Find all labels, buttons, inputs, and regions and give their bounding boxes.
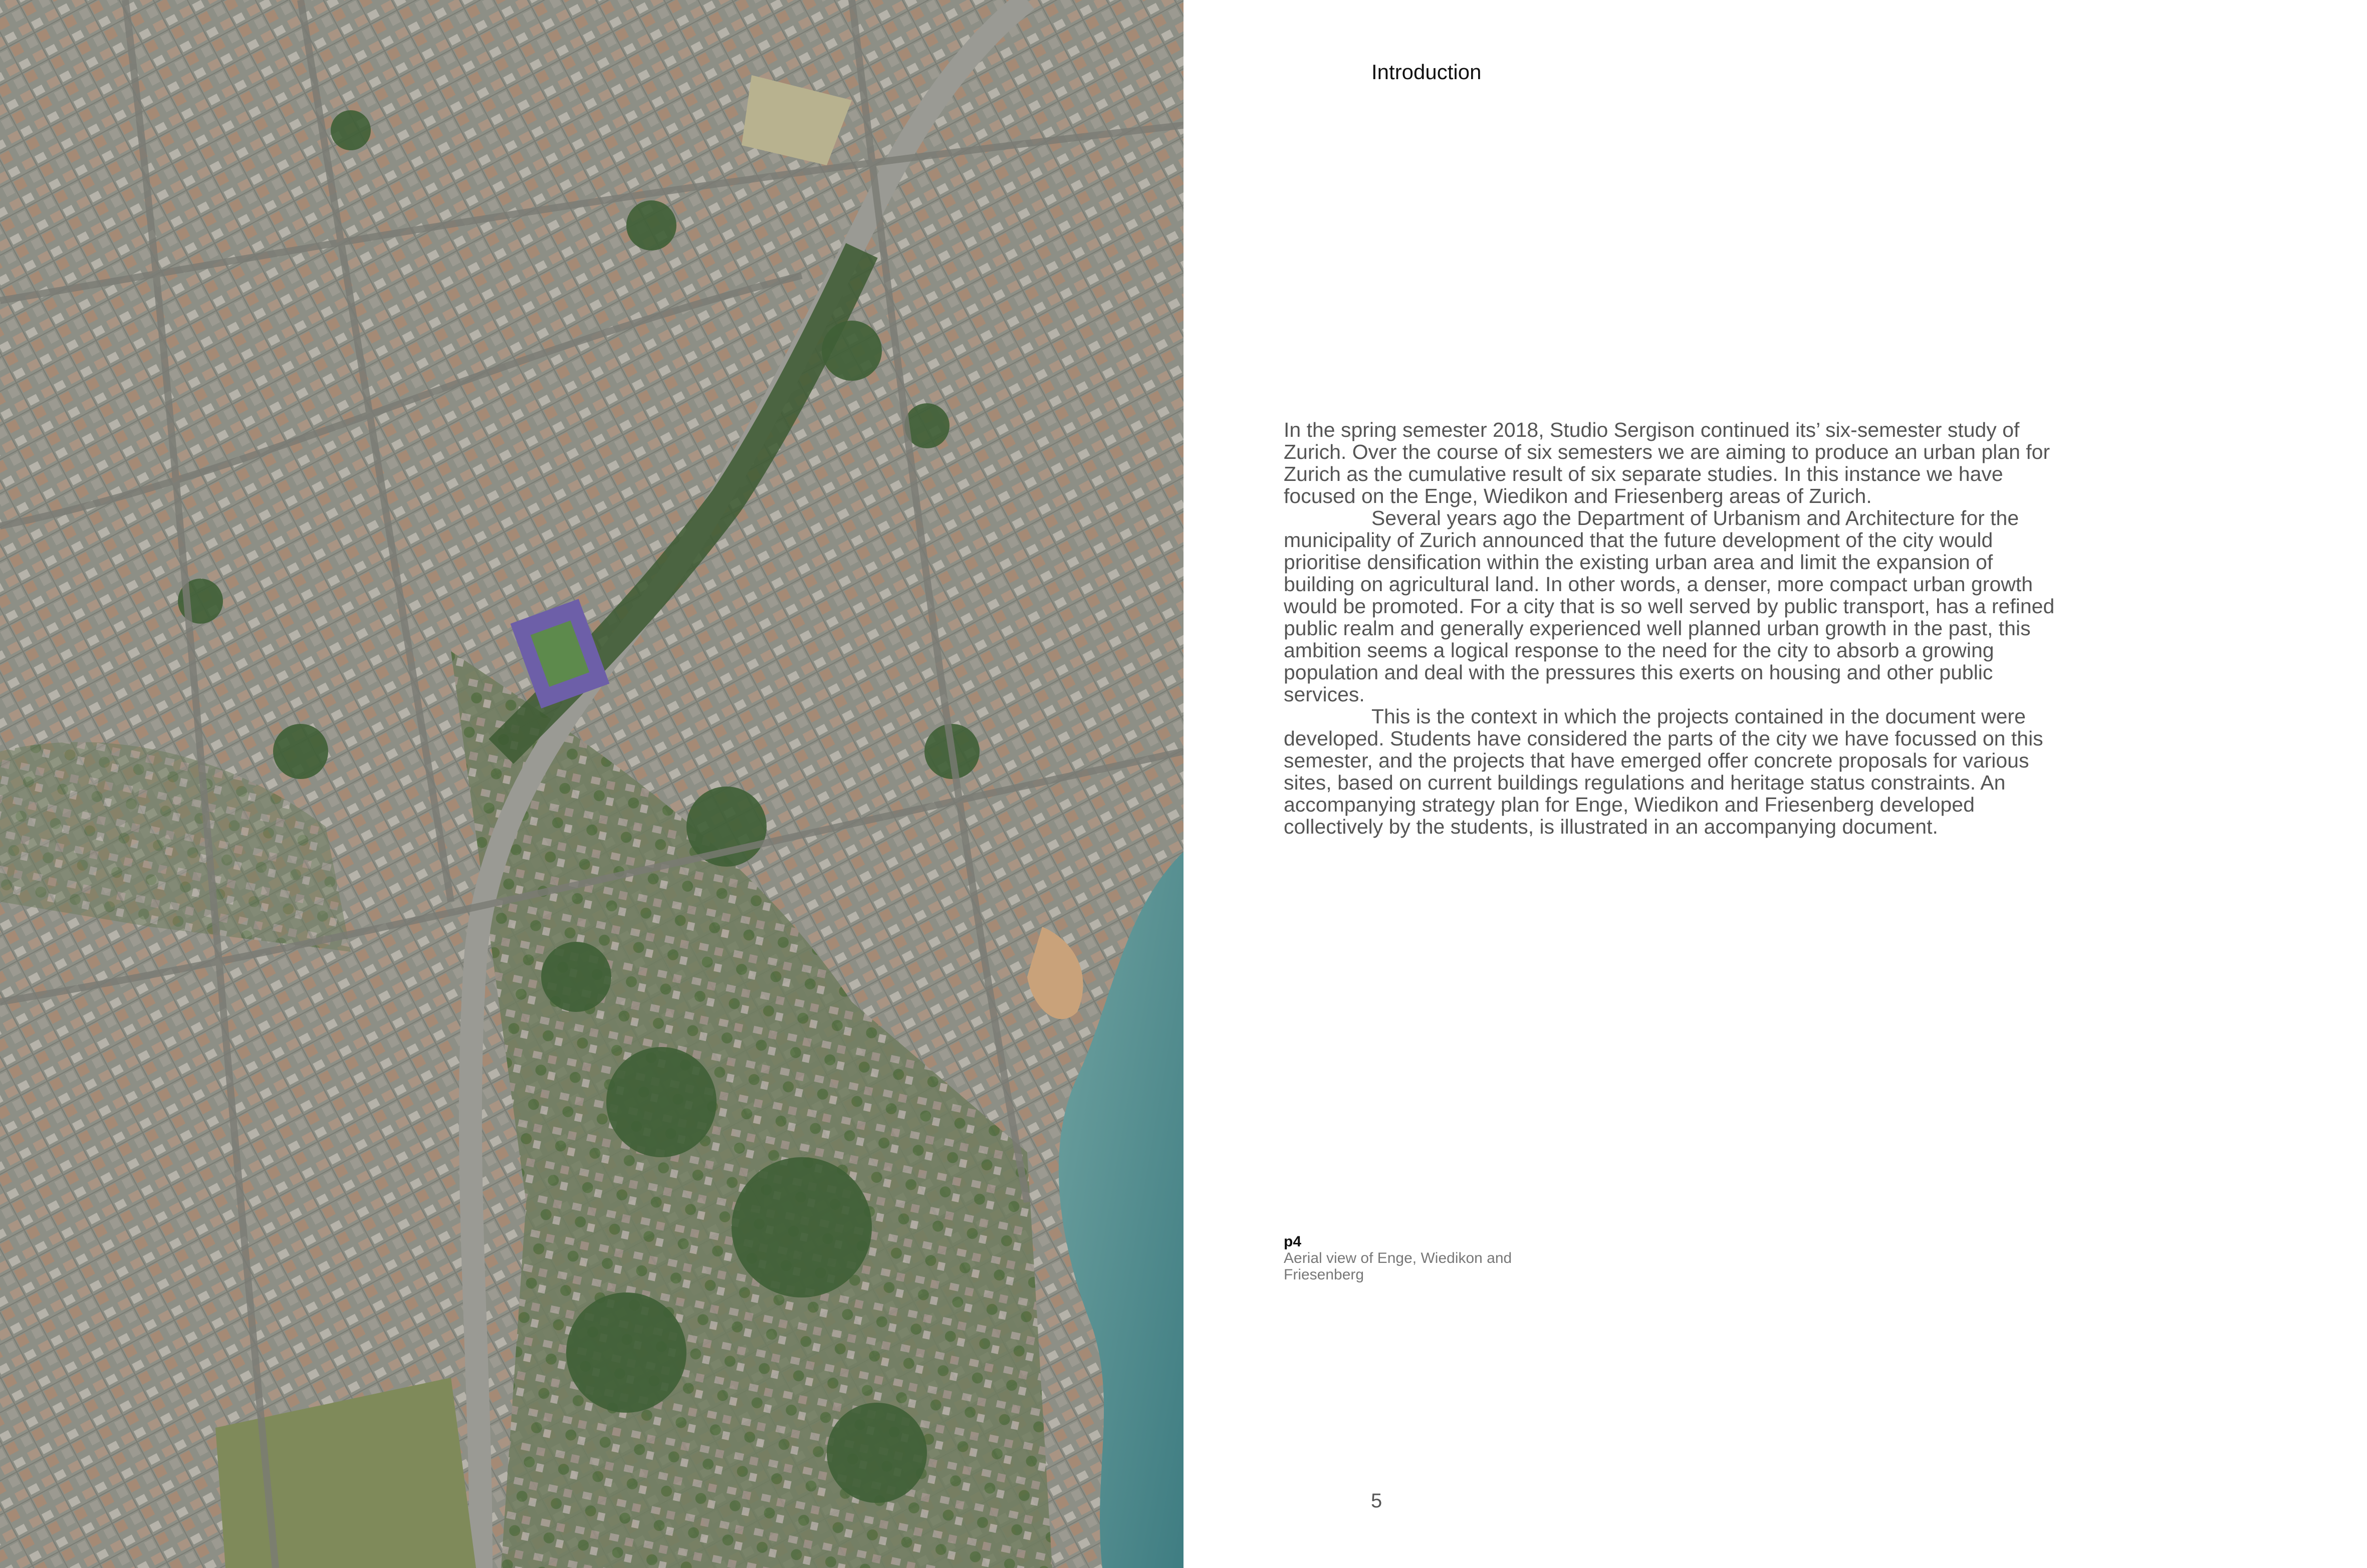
paragraph-3: This is the context in which the projects contained in the document were developed. Students have considered the parts of the city we have focussed on this semester, and the projects that have emerged offer concrete proposals for various sites, based on current buildings regulations and heritage status constraints. An accompanying strategy plan for Enge, Wiedikon and Friesenberg developed collectively by the students, is illustrated in an accompanying document. <box>1284 705 2043 838</box>
paragraph-1: In the spring semester 2018, Studio Sergison continued its’ six-semester study of Zurich. Over the course of six semesters we are aiming to produce an urban plan for Zurich as the cumulative result of six separate studies. In this instance we have focused on the Enge, Wiedikon and Friesenberg areas of Zurich. <box>1284 418 2050 507</box>
figure-caption <box>1284 1233 1544 1283</box>
paragraph-2: Several years ago the Department of Urbanism and Architecture for the municipality of Zurich announced that the future development of the city would prioritise densification within the existing urban area and limit the expansion of building on agricultural land. In other words, a denser, more compact urban growth would be promoted. For a city that is so well served by public transport, has a refined public realm and generally experienced well planned urban growth in the past, this ambition seems a logical response to the need for the city to absorb a growing population and deal with the pressures this exerts on housing and other public services. <box>1284 506 2055 706</box>
page-number: 5 <box>1371 1490 1382 1512</box>
body-text <box>1284 419 2055 838</box>
figure-caption-text: Aerial view of Enge, Wiedikon and Friesenberg <box>1284 1250 1512 1283</box>
figure-label: p4 <box>1284 1233 1302 1250</box>
section-title: Introduction <box>1371 60 1482 84</box>
text-page <box>1184 0 2367 1568</box>
